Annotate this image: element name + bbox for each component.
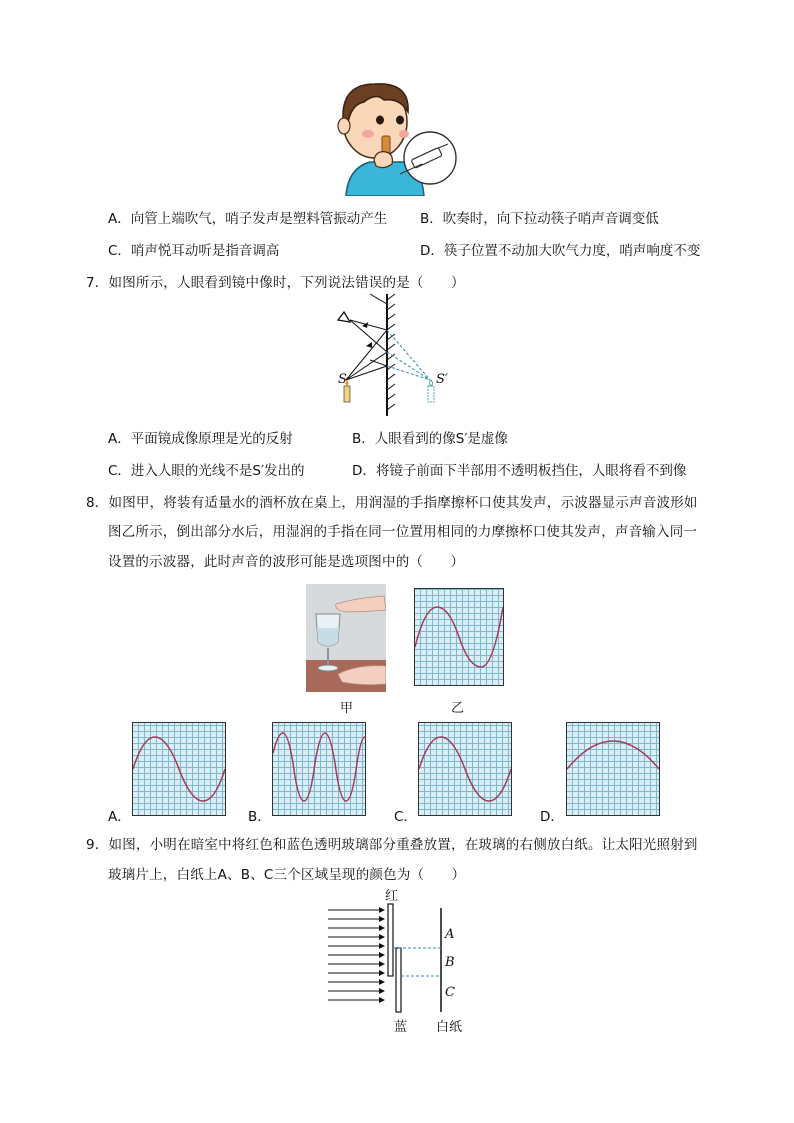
q8-stem-line2: 图乙所示，倒出部分水后，用湿润的手指在同一位置用相同的力摩擦杯口使其发声，声音输入同一 [108, 524, 698, 540]
q6-option-c: C．哨声悦耳动听是指音调高 [108, 243, 280, 259]
label-c: C [445, 985, 455, 1000]
wine-glass-photo [306, 584, 386, 692]
label-s: S [338, 372, 347, 387]
boy-whistle-figure [330, 78, 460, 196]
waveform-option-a [132, 722, 226, 816]
q6-option-a: A．向管上端吹气，哨子发声是塑料管振动产生 [108, 211, 388, 227]
q7-option-d: D．将镜子前面下半部用不透明板挡住，人眼将看不到像 [352, 463, 687, 479]
q9-stem-line1: 9．如图，小明在暗室中将红色和蓝色透明玻璃部分重叠放置，在玻璃的右侧放白纸。让太阳光照射到 [86, 837, 698, 853]
q7-option-b: B．人眼看到的像S′是虚像 [352, 431, 508, 447]
caption-jia: 甲 [340, 701, 354, 716]
label-blue: 蓝 [394, 1020, 408, 1035]
q8-option-a-label: A． [108, 809, 131, 825]
q8-stem-line1: 8．如图甲，将装有适量水的酒杯放在桌上，用润湿的手指摩擦杯口使其发声，示波器显示声音波形如 [86, 495, 698, 511]
mirror-figure [330, 290, 460, 420]
caption-yi: 乙 [451, 701, 465, 716]
label-white-paper: 白纸 [436, 1020, 463, 1035]
q6-option-d: D．筷子位置不动加大吹气力度，哨声响度不变 [420, 243, 701, 259]
waveform-option-c [418, 722, 512, 816]
q7-option-a: A．平面镜成像原理是光的反射 [108, 431, 293, 447]
waveform-option-b [272, 722, 366, 816]
q8-option-c-label: C． [394, 809, 417, 825]
waveform-option-d [566, 722, 660, 816]
q8-option-b-label: B． [248, 809, 271, 825]
q6-option-b: B．吹奏时，向下拉动筷子哨声音调变低 [420, 211, 659, 227]
label-b: B [445, 955, 455, 970]
q8-option-d-label: D． [540, 809, 564, 825]
label-red: 红 [385, 889, 399, 904]
label-s-prime: S′ [436, 372, 448, 387]
q9-stem-line2: 玻璃片上，白纸上A、B、C三个区域呈现的颜色为（ ） [108, 867, 466, 883]
oscilloscope-yi [414, 588, 504, 686]
q8-stem-line3: 设置的示波器，此时声音的波形可能是选项图中的（ ） [108, 554, 465, 570]
q7-option-c: C．进入人眼的光线不是S′发出的 [108, 463, 305, 479]
label-a: A [445, 927, 455, 942]
q7-stem: 7．如图所示，人眼看到镜中像时，下列说法错误的是（ ） [86, 275, 465, 291]
